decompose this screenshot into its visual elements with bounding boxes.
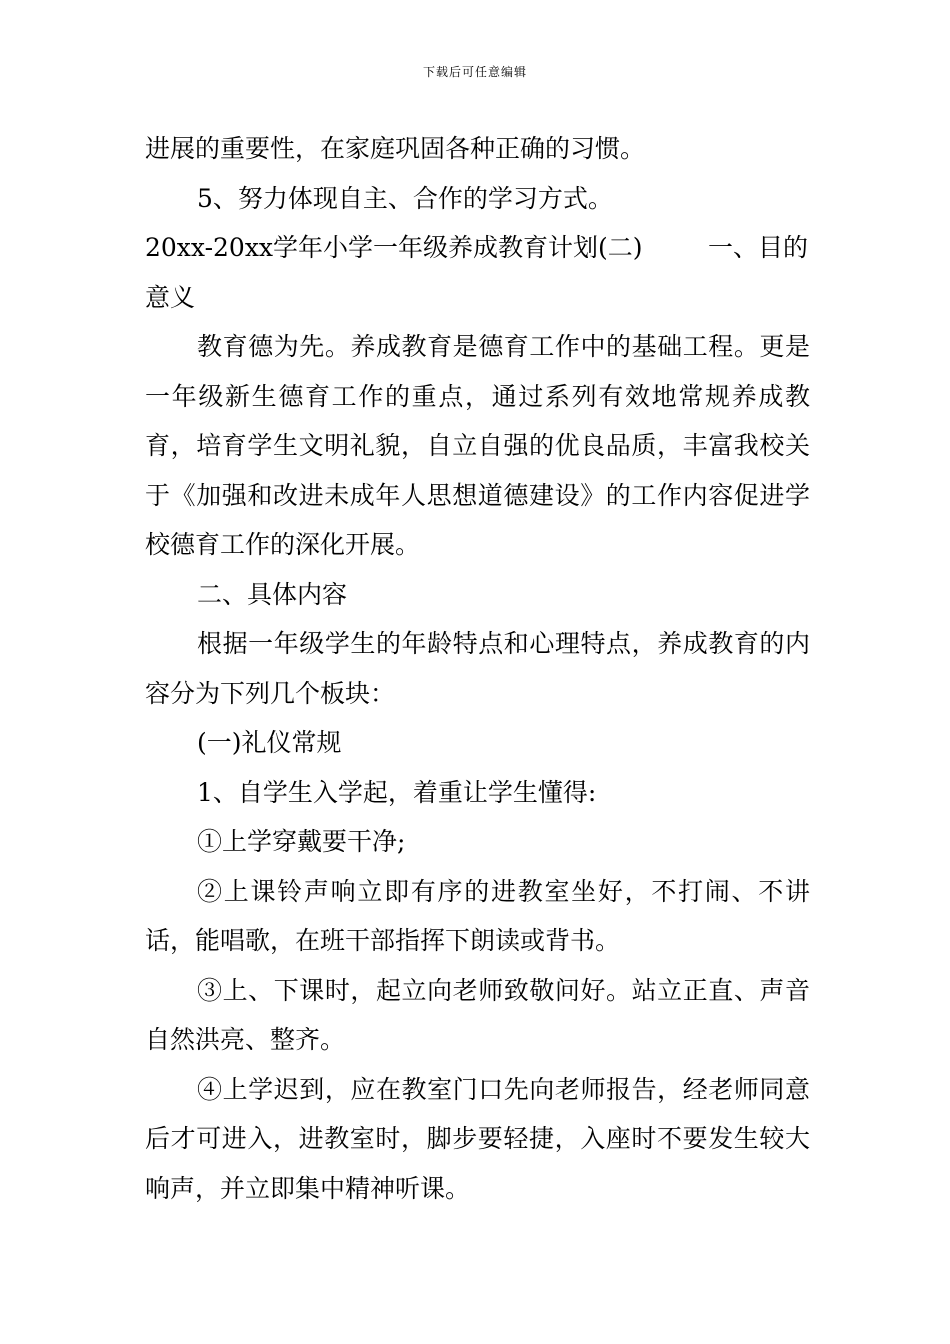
plan-title-line xyxy=(145,223,810,273)
rule-4: ④上学迟到，应在教室门口先向老师报告，经老师同意后才可进入，进教室时，脚步要轻捷，入座时不要发生较大响声，并立即集中精神听课。 xyxy=(145,1074,810,1203)
paragraph-point-5: 5、努力体现自主、合作的学习方式。 xyxy=(197,183,613,213)
section-1-heading: 一、目的 xyxy=(707,233,808,262)
plan-title: 20xx-20xx学年小学一年级养成教育计划(二) xyxy=(145,233,643,262)
page-header-note: 下载后可任意编辑 xyxy=(422,65,527,79)
section-2-heading: 二、具体内容 xyxy=(197,579,348,609)
paragraph-purpose: 教育德为先。养成教育是德育工作中的基础工程。更是一年级新生德育工作的重点，通过系列有效地常规养成教育，培育学生文明礼貌，自立自强的优良品质，丰富我校关于《加强和改进未成年人思想道德建设》的工作内容促进学校德育工作的深化开展。 xyxy=(145,332,810,559)
section-1-heading-continued: 意义 xyxy=(145,282,196,312)
subsection-1-heading: (一)礼仪常规 xyxy=(197,728,342,757)
paragraph-content-intro: 根据一年级学生的年龄特点和心理特点，养成教育的内容分为下列几个板块： xyxy=(145,629,810,708)
document-body xyxy=(145,124,810,1213)
rule-3: ③上、下课时，起立向老师致敬问好。站立正直、声音自然洪亮、整齐。 xyxy=(145,975,810,1054)
rule-2: ②上课铃声响立即有序的进教室坐好，不打闹、不讲话，能唱歌，在班干部指挥下朗读或背书。 xyxy=(145,876,810,955)
paragraph-continuation: 进展的重要性，在家庭巩固各种正确的习惯。 xyxy=(145,134,646,163)
rule-1: ①上学穿戴要干净; xyxy=(197,827,406,856)
list-item-1: 1、自学生入学起，着重让学生懂得: xyxy=(197,777,597,807)
